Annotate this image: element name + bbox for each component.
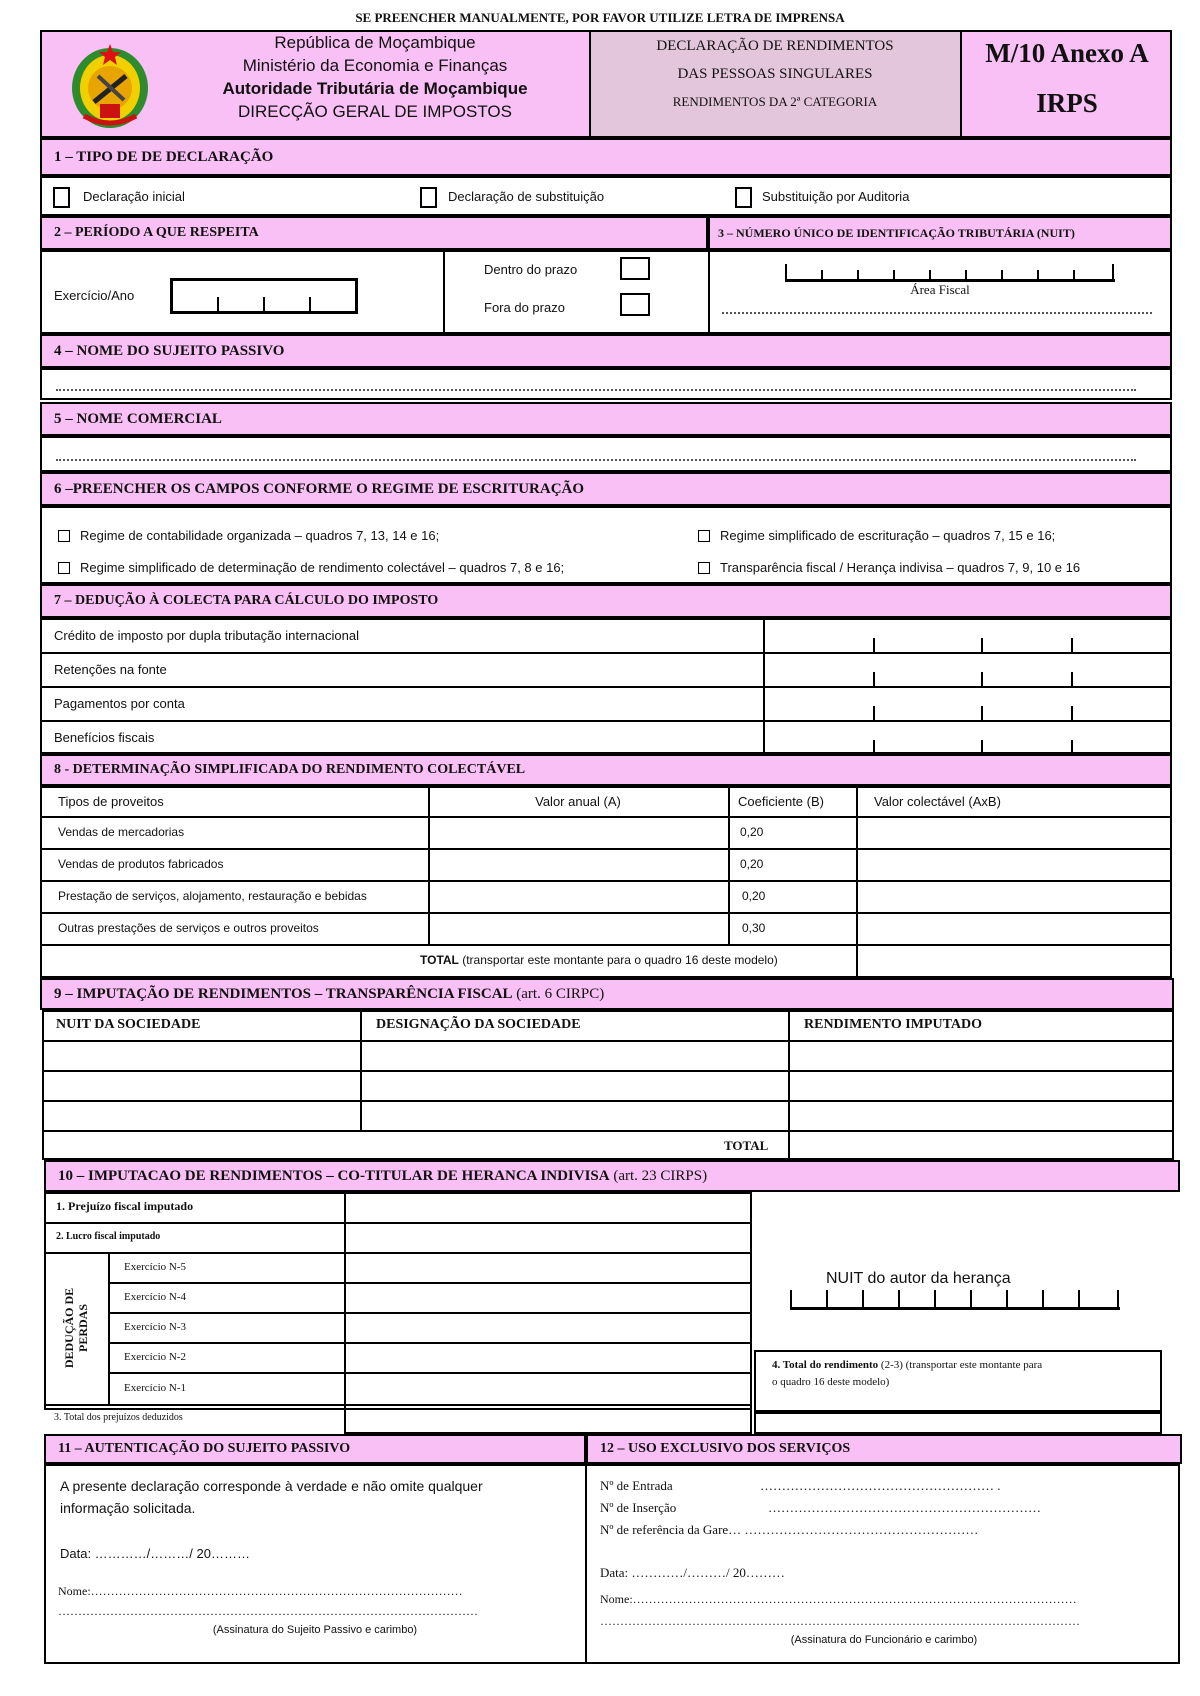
s12-entry-dots[interactable]: ……………………………………………… . (760, 1478, 1001, 1493)
s8-header-coef: Coeficiente (B) (738, 794, 824, 809)
section-5-title: 5 – NOME COMERCIAL (54, 410, 222, 427)
s9-total-label: TOTAL (724, 1138, 769, 1153)
s11-name[interactable]: Nome:………………………………………………………………………………… (58, 1584, 463, 1598)
section-10-header (44, 1160, 1180, 1192)
s8-row-2-coef: 0,20 (740, 857, 764, 871)
section-10-title-rest: (art. 23 CIRPS) (609, 1167, 708, 1184)
section-7-title: 7 – DEDUÇÃO À COLECTA PARA CÁLCULO DO IMPOSTO (54, 593, 439, 608)
s9-row-2-company[interactable] (362, 1072, 786, 1100)
checkbox-regime-organized[interactable] (58, 530, 70, 542)
header-gov-line-3: Autoridade Tributária de Moçambique (222, 79, 528, 98)
checkbox-regime-transparency[interactable] (698, 562, 710, 574)
s10-total-4-bold: 4. Total do rendimento (772, 1359, 879, 1371)
s10-row-1-input[interactable] (346, 1194, 750, 1222)
heir-nuit-label: NUIT do autor da herança (826, 1270, 1011, 1287)
s7-row-3-value[interactable] (765, 688, 1170, 720)
model-code: M/10 Anexo A (985, 38, 1149, 68)
coat-of-arms-emblem (62, 38, 158, 134)
section-2-title: 2 – PERÍODO A QUE RESPEITA (54, 225, 259, 240)
taxpayer-name-field[interactable] (40, 368, 1172, 400)
s8-row-4-taxable-input[interactable] (858, 914, 1170, 944)
section-6-header (40, 472, 1172, 506)
header-gov-line-2: Ministério da Economia e Finanças (242, 56, 508, 75)
s9-total-input[interactable] (790, 1132, 1172, 1160)
section-11-header (44, 1434, 586, 1464)
s9-row-3-nuit[interactable] (44, 1102, 358, 1130)
s10-row-2-label: 2. Lucro fiscal imputado (56, 1231, 161, 1242)
fiscal-area-line[interactable] (722, 312, 1152, 314)
s7-row-1-value[interactable] (765, 620, 1170, 652)
s10-year-n5: Exercício N-5 (124, 1261, 186, 1273)
s8-row-1-taxable-input[interactable] (858, 818, 1170, 848)
section-6-title: 6 –PREENCHER OS CAMPOS CONFORME O REGIME DE ESCRITURAÇÃO (54, 480, 585, 497)
label-regime-simplified-income: Regime simplificado de determinação de rendimento colectável – quadros 7, 8 e 16; (80, 560, 565, 575)
s10-vertical-line-2: PERDAS (76, 1304, 90, 1353)
s10-year-n4: Exercício N-4 (124, 1291, 186, 1303)
s12-name[interactable]: Nome:………………………………………………………………………………………………… (600, 1592, 1077, 1606)
trade-name-field[interactable] (40, 436, 1172, 472)
s9-header-nuit: NUIT DA SOCIEDADE (56, 1017, 201, 1032)
checkbox-initial-declaration[interactable] (53, 187, 70, 208)
section-1-header (40, 138, 1172, 176)
s10-row-2-input[interactable] (346, 1224, 750, 1252)
s8-header-type: Tipos de proveitos (58, 794, 164, 809)
section-1-title: 1 – TIPO DE DE DECLARAÇÃO (54, 148, 274, 165)
section-10-title-bold: 10 – IMPUTACAO DE RENDIMENTOS – CO-TITULAR DE HERANCA INDIVISA (58, 1167, 610, 1184)
s8-header-taxable: Valor colectável (AxB) (874, 794, 1001, 809)
s10-total-4-line-2: o quadro 16 deste modelo) (772, 1376, 890, 1388)
s12-signature-caption: (Assinatura do Funcionário e carimbo) (790, 1634, 978, 1646)
section-2-header (40, 216, 708, 250)
s9-row-2-nuit[interactable] (44, 1072, 358, 1100)
s12-dots[interactable]: ………………………………………………………………………………………………………… (600, 1614, 1080, 1628)
s8-row-3-label: Prestação de serviços, alojamento, restauração e bebidas (58, 889, 367, 903)
s10-row-3-input[interactable] (344, 1404, 752, 1434)
s12-insert-label: Nº de Inserção (600, 1500, 677, 1515)
s8-row-1-annual-input[interactable] (430, 818, 726, 848)
s9-row-2-income[interactable] (790, 1072, 1172, 1100)
s10-n1-input[interactable] (346, 1374, 750, 1404)
top-notice: SE PREENCHER MANUALMENTE, POR FAVOR UTILIZE LETRA DE IMPRENSA (355, 10, 845, 25)
s7-row-2-label: Retenções na fonte (54, 662, 167, 677)
tax-code: IRPS (1036, 88, 1098, 118)
s10-n4-input[interactable] (346, 1284, 750, 1312)
nuit-input[interactable] (785, 262, 1115, 282)
label-initial-declaration: Declaração inicial (83, 189, 185, 204)
s9-row-1-nuit[interactable] (44, 1042, 358, 1070)
s10-year-n1: Exercício N-1 (124, 1382, 186, 1394)
s8-total-input[interactable] (858, 946, 1170, 976)
s8-row-3-annual-input[interactable] (430, 882, 726, 912)
s8-row-4-coef: 0,30 (742, 921, 766, 935)
checkbox-audit-substitution[interactable] (735, 187, 752, 208)
section-8-title: 8 - DETERMINAÇÃO SIMPLIFICADA DO RENDIMENTO COLECTÁVEL (54, 762, 526, 777)
s10-vertical-label (46, 1254, 106, 1402)
section-3-title: 3 – NÚMERO ÚNICO DE IDENTIFICAÇÃO TRIBUTÁRIA (NUIT) (718, 225, 1075, 240)
checkbox-out-term[interactable] (620, 293, 650, 316)
heir-nuit-input[interactable] (790, 1290, 1120, 1310)
header-gov-line-4: DIRECÇÃO GERAL DE IMPOSTOS (238, 102, 512, 121)
label-fiscal-area: Área Fiscal (910, 282, 970, 297)
s10-row-3-label: 3. Total dos prejuízos deduzidos (54, 1412, 183, 1423)
section-9-title-rest: (art. 6 CIRPC) (512, 985, 605, 1002)
s8-row-4-annual-input[interactable] (430, 914, 726, 944)
label-out-term: Fora do prazo (484, 300, 565, 315)
checkbox-regime-simplified-income[interactable] (58, 562, 70, 574)
s8-header-annual: Valor anual (A) (535, 794, 621, 809)
section-4-header (40, 334, 1172, 368)
label-regime-organized: Regime de contabilidade organizada – quadros 7, 13, 14 e 16; (80, 528, 440, 543)
s8-row-3-coef: 0,20 (742, 889, 766, 903)
section-8-header (40, 754, 1172, 786)
s7-row-4-value[interactable] (765, 722, 1170, 754)
s7-row-1-label: Crédito de imposto por dupla tributação internacional (54, 628, 359, 643)
label-regime-transparency: Transparência fiscal / Herança indivisa – quadros 7, 9, 10 e 16 (720, 560, 1081, 575)
s12-insert-dots[interactable]: ……………………………………………………… (768, 1500, 1041, 1515)
section-11-title: 11 – AUTENTICAÇÃO DO SUJEITO PASSIVO (58, 1441, 351, 1456)
s7-row-2-value[interactable] (765, 654, 1170, 686)
s10-n3-input[interactable] (346, 1314, 750, 1342)
s8-total-rest: (transportar este montante para o quadro 16 deste modelo) (458, 953, 778, 967)
year-input[interactable] (170, 278, 358, 314)
section-1-body (40, 176, 1172, 216)
label-substitution-declaration: Declaração de substituição (448, 189, 605, 204)
s11-date[interactable]: Data: …………/………/ 20……… (60, 1546, 250, 1561)
section-12-title: 12 – USO EXCLUSIVO DOS SERVIÇOS (600, 1441, 851, 1456)
s10-n2-input[interactable] (346, 1344, 750, 1372)
section-5-header (40, 402, 1172, 436)
label-audit-substitution: Substituição por Auditoria (762, 189, 910, 204)
header-gov-line-1: República de Moçambique (274, 33, 476, 52)
label-regime-simplified-bookkeeping: Regime simplificado de escrituração – quadros 7, 15 e 16; (720, 528, 1056, 543)
s8-total-label (420, 953, 778, 967)
s10-row-1-label: 1. Prejuízo fiscal imputado (56, 1199, 194, 1213)
section-7-header (40, 584, 1172, 618)
s12-reference[interactable]: Nº de referência da Gare… ……………………………………………… (600, 1522, 979, 1537)
s8-row-2-taxable-input[interactable] (858, 850, 1170, 880)
s9-row-3-company[interactable] (362, 1102, 786, 1130)
s9-header-company: DESIGNAÇÃO DA SOCIEDADE (376, 1017, 581, 1032)
checkbox-substitution-declaration[interactable] (420, 187, 437, 208)
s8-row-2-annual-input[interactable] (430, 850, 726, 880)
s9-header-income: RENDIMENTO IMPUTADO (804, 1017, 982, 1032)
s8-total-bold: TOTAL (420, 953, 459, 967)
s9-row-3-income[interactable] (790, 1102, 1172, 1130)
s7-row-4-label: Benefícios fiscais (54, 730, 155, 745)
s12-entry-label: Nº de Entrada (600, 1478, 673, 1493)
section-9-title-bold: 9 – IMPUTAÇÃO DE RENDIMENTOS – TRANSPARÊNCIA FISCAL (54, 985, 513, 1002)
s11-signature-caption: (Assinatura do Sujeito Passivo e carimbo) (212, 1624, 418, 1636)
section-4-title: 4 – NOME DO SUJEITO PASSIVO (54, 342, 285, 359)
section-9-header (40, 978, 1174, 1010)
s8-row-3-taxable-input[interactable] (858, 882, 1170, 912)
s7-row-3-label: Pagamentos por conta (54, 696, 185, 711)
s8-row-4-label: Outras prestações de serviços e outros proveitos (58, 921, 319, 935)
s11-text-2: informação solicitada. (60, 1500, 196, 1516)
s10-total-4-input[interactable] (754, 1412, 1162, 1434)
section-12-header (586, 1434, 1182, 1464)
header-decl-line-1: DECLARAÇÃO DE RENDIMENTOS (656, 38, 894, 54)
checkbox-in-term[interactable] (620, 257, 650, 280)
section-3-header (708, 216, 1172, 250)
s8-row-2-label: Vendas de produtos fabricados (58, 857, 224, 871)
s11-text-1: A presente declaração corresponde à verdade e não omite qualquer (60, 1478, 483, 1494)
label-year: Exercício/Ano (54, 288, 135, 303)
s11-dots[interactable]: …………………………………………………………………………………………… (58, 1604, 478, 1618)
s8-row-1-coef: 0,20 (740, 825, 764, 839)
s8-row-1-label: Vendas de mercadorias (58, 825, 185, 839)
header-decl-line-3: RENDIMENTOS DA 2ª CATEGORIA (672, 94, 878, 109)
s9-row-1-income[interactable] (790, 1042, 1172, 1070)
s12-date[interactable]: Data: …………/………/ 20……… (600, 1565, 785, 1580)
s10-total-4-line-1 (772, 1359, 1042, 1371)
s10-total-4-rest: (2-3) (transportar este montante para (878, 1359, 1043, 1371)
section-10-title (58, 1168, 707, 1185)
s10-n5-input[interactable] (346, 1254, 750, 1282)
checkbox-regime-simplified-bookkeeping[interactable] (698, 530, 710, 542)
s10-year-n2: Exercício N-2 (124, 1351, 186, 1363)
section-9-title (54, 986, 604, 1003)
header-decl-line-2: DAS PESSOAS SINGULARES (677, 66, 873, 82)
label-in-term: Dentro do prazo (484, 262, 578, 277)
s10-vertical-line-1: DEDUÇÃO DE (62, 1287, 76, 1369)
s9-row-1-company[interactable] (362, 1042, 786, 1070)
s10-year-n3: Exercício N-3 (124, 1321, 186, 1333)
